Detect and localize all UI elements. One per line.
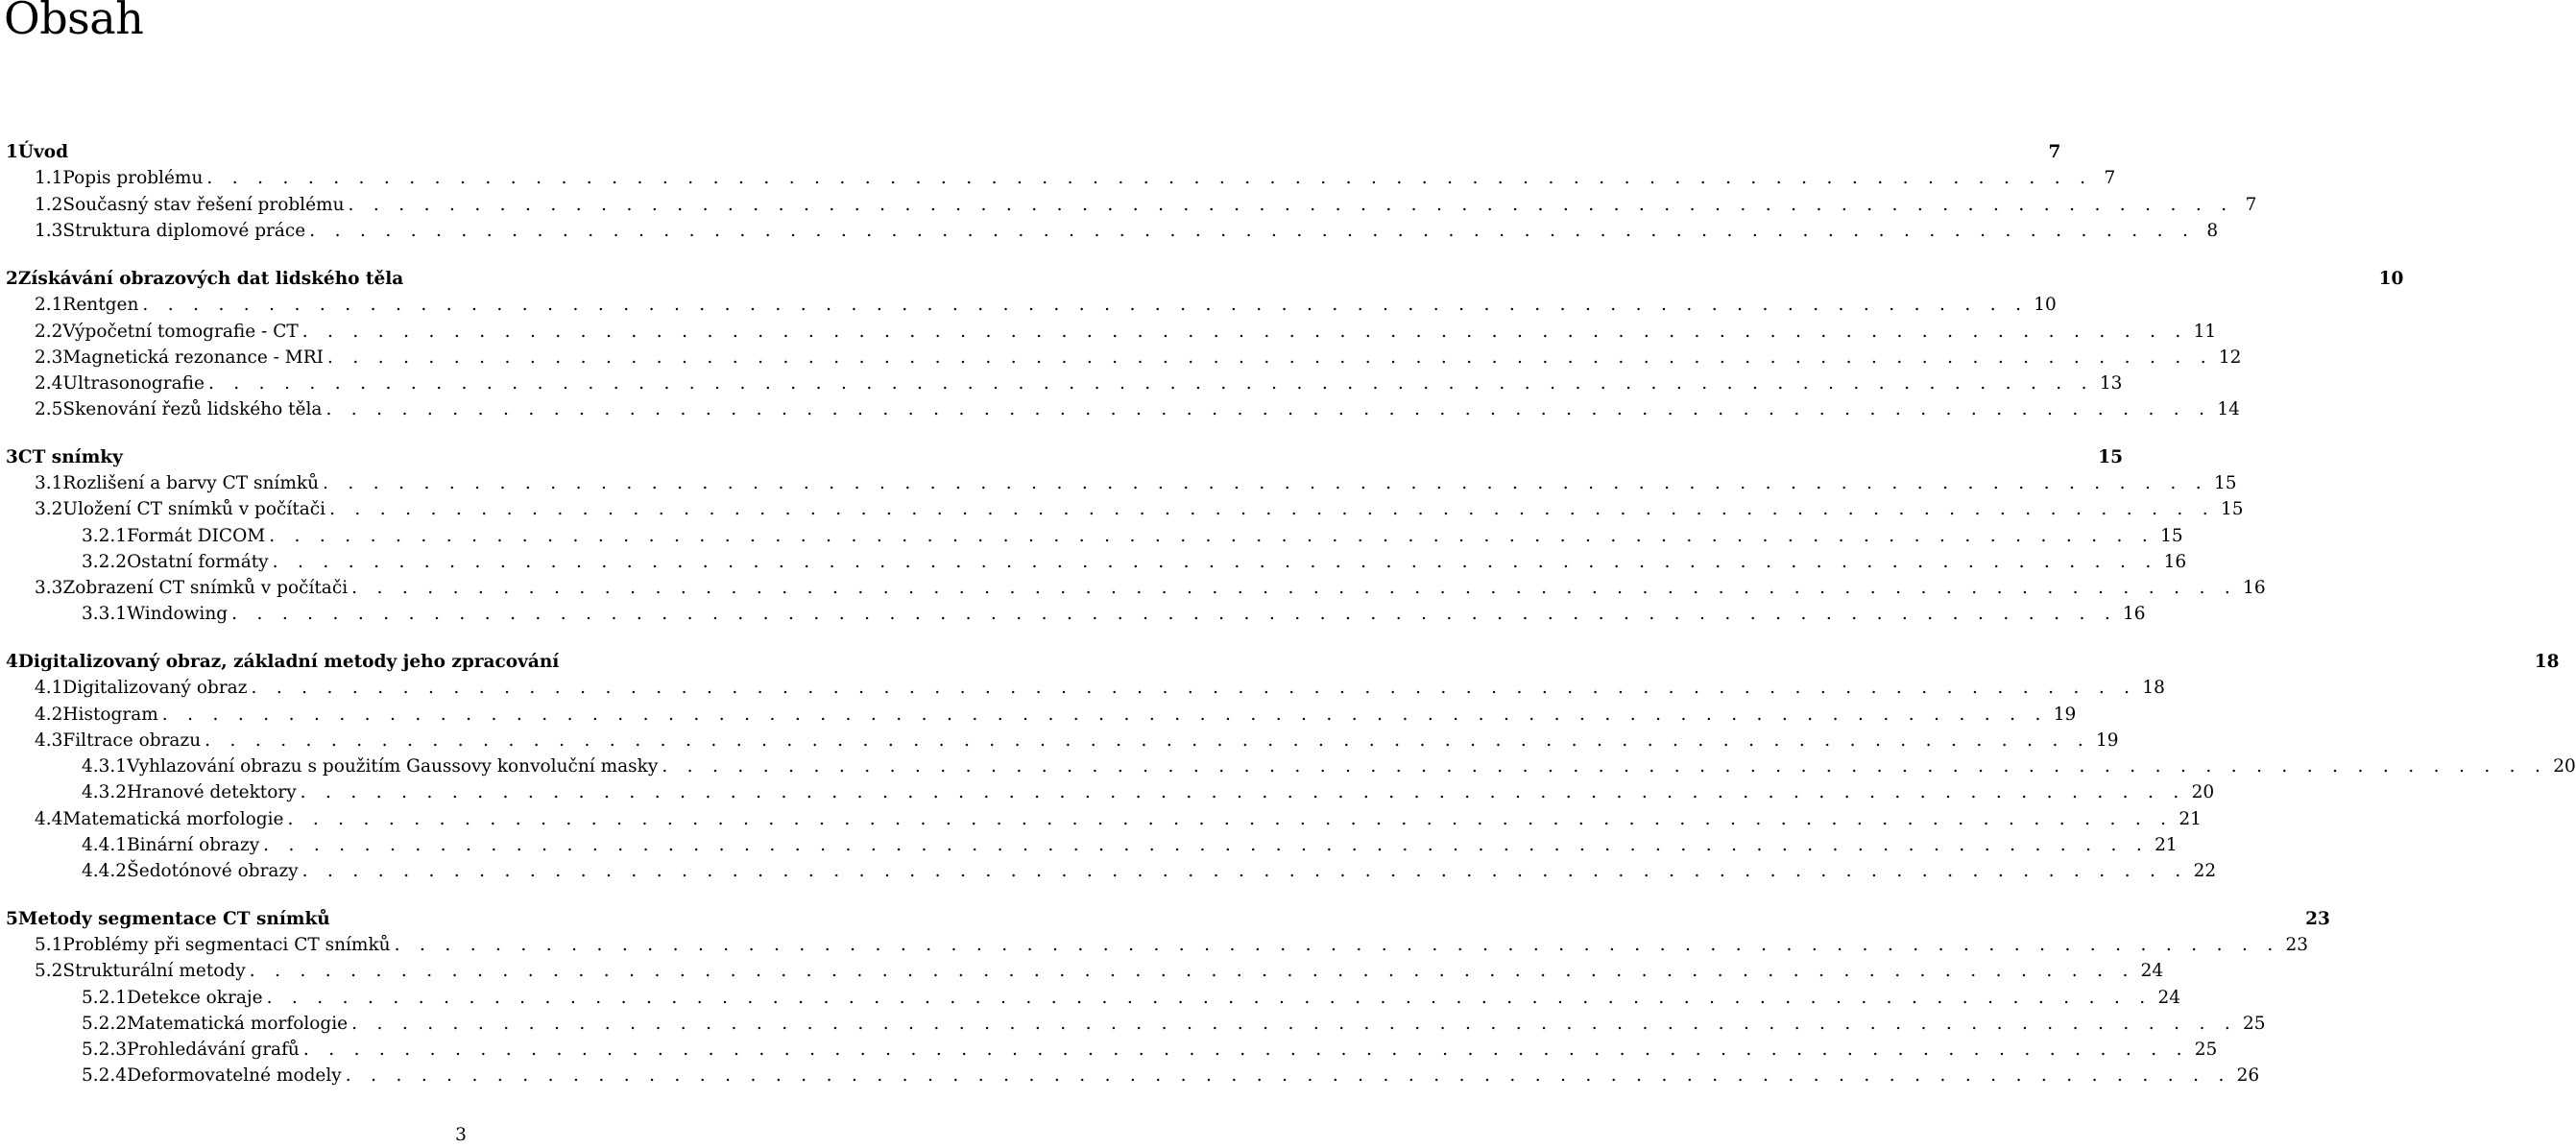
toc-entry-page: 19 [2096, 730, 2119, 751]
toc-entry-page: 16 [2243, 578, 2266, 598]
toc-entry-page: 15 [2213, 473, 2237, 493]
toc-entry-title: Deformovatelné modely [127, 1065, 342, 1086]
toc-entry-number: 3.2.2 [82, 552, 128, 572]
toc-entry-page: 25 [2243, 1014, 2266, 1034]
toc-entry-page: 21 [2155, 835, 2178, 855]
toc-entry-section[interactable] [6, 806, 2202, 832]
toc-entry-chapter[interactable] [6, 139, 2061, 165]
toc-entry-section[interactable] [6, 958, 2164, 984]
toc-dot-leader: . . . . . . . . . . . . . . . . . . . . . . . . . . . . . . . . . . . . . . . . . . . . . . . . . . . . . . . . . . . . . . . . . . . . . . . . . . . [231, 604, 2118, 624]
toc-entry-chapter[interactable] [6, 906, 2330, 932]
toc-entry-page: 21 [2179, 809, 2202, 829]
toc-entry-number: 4.2 [35, 705, 63, 725]
toc-dot-leader: . . . . . . . . . . . . . . . . . . . . . . . . . . . . . . . . . . . . . . . . . . . . . . . . . . . . . . . . . . . . . . . . . . . . . . . . . . . [325, 399, 2212, 419]
toc-entry-subsection[interactable] [6, 779, 2215, 805]
toc-dot-leader: . . . . . . . . . . . . . . . . . . . . . . . . . . . . . . . . . . . . . . . . . . . . . . . . . . . . . . . . . . . . . . . . . . . . . . . . . . . [326, 347, 2213, 368]
toc-entry-title: Magnetická rezonance - MRI [62, 347, 324, 368]
toc-entry-number: 5.2.2 [82, 1014, 128, 1034]
toc-entry-section[interactable] [6, 192, 2257, 218]
toc-entry-number: 5.2 [35, 961, 63, 981]
toc-dot-leader: . . . . . . . . . . . . . . . . . . . . . . . . . . . . . . . . . . . . . . . . . . . . . . . . . . . . . . . . . . . . . . . . . . . . . . . . . . . [207, 373, 2094, 394]
toc-entry-subsection[interactable] [6, 753, 2576, 779]
toc-entry-title: CT snímky [17, 447, 123, 467]
toc-entry-title: Digitalizovaný obraz, základní metody jeho zpracování [17, 652, 560, 672]
toc-dot-leader: . . . . . . . . . . . . . . . . . . . . . . . . . . . . . . . . . . . . . . . . . . . . . . . . . . . . . . . . . . . . . . . . . . . . . . . . . . . [323, 473, 2208, 493]
toc-entry-title: Digitalizovaný obraz [62, 678, 248, 698]
toc-entry-title: Matematická morfologie [62, 809, 284, 829]
toc-entry-subsection[interactable] [6, 1063, 2260, 1088]
toc-entry-title: Skenování řezů lidského těla [62, 399, 323, 419]
toc-entry-title: Výpočetní tomografie - CT [62, 322, 299, 342]
toc-entry-title: Popis problému [62, 168, 204, 188]
page-number: 3 [455, 1125, 467, 1145]
toc-dot-leader: . . . . . . . . . . . . . . . . . . . . . . . . . . . . . . . . . . . . . . . . . . . . . . . . . . . . . . . . . . . . . . . . . . . . . . . . . . . [272, 552, 2158, 572]
toc-entry-number: 4.1 [35, 678, 63, 698]
toc-entry-number: 1.1 [35, 168, 63, 188]
toc-entry-number: 1.2 [35, 195, 63, 215]
toc-entry-title: Problémy při segmentaci CT snímků [62, 935, 391, 955]
toc-entry-number: 5.1 [35, 935, 63, 955]
toc-entry-number: 2 [6, 269, 18, 289]
toc-dot-leader: . . . . . . . . . . . . . . . . . . . . . . . . . . . . . . . . . . . . . . . . . . . . . . . . . . . . . . . . . . . . . . . . . . . . . . . . . . . [205, 730, 2091, 751]
toc-entry-number: 4.3.2 [82, 782, 128, 802]
toc-dot-leader: . . . . . . . . . . . . . . . . . . . . . . . . . . . . . . . . . . . . . . . . . . . . . . . . . . . . . . . . . . . . . . . . . . . . . . . . . . . [300, 782, 2186, 802]
toc-entry-page: 18 [2534, 652, 2560, 672]
toc-entry-number: 4.4.1 [82, 835, 128, 855]
toc-entry-page: 10 [2378, 269, 2404, 289]
toc-entry-chapter[interactable] [6, 649, 2560, 675]
toc-dot-leader: . . . . . . . . . . . . . . . . . . . . . . . . . . . . . . . . . . . . . . . . . . . . . . . . . . . . . . . . . . . . . . . . . . . . . . . . . . . [266, 988, 2153, 1008]
toc-entry-title: Hranové detektory [127, 782, 297, 802]
toc-entry-page: 15 [2098, 447, 2123, 467]
toc-entry-page: 15 [2160, 526, 2183, 546]
toc-entry-page: 15 [2220, 499, 2244, 519]
toc-entry-page: 8 [2206, 221, 2219, 241]
toc-dot-leader: . . . . . . . . . . . . . . . . . . . . . . . . . . . . . . . . . . . . . . . . . . . . . . . . . . . . . . . . . . . . . . . . . . . . . . . . . . . [161, 705, 2048, 725]
toc-entry-subsection[interactable] [6, 832, 2178, 858]
toc-entry-subsection[interactable] [6, 523, 2183, 549]
toc-dot-leader: . . . . . . . . . . . . . . . . . . . . . . . . . . . . . . . . . . . . . . . . . . . . . . . . . . . . . . . . . . . . . . . . . . . . . . . . . . . [263, 835, 2150, 855]
toc-dot-leader: . . . . . . . . . . . . . . . . . . . . . . . . . . . . . . . . . . . . . . . . . . . . . . . . . . . . . . . . . . . . . . . . . . . . . . . . . . . [351, 578, 2238, 598]
toc-entry-section[interactable] [6, 396, 2240, 422]
toc-entry-number: 2.5 [35, 399, 63, 419]
toc-entry-title: Metody segmentace CT snímků [17, 909, 330, 929]
toc-entry-section[interactable] [6, 345, 2242, 371]
toc-entry-subsection[interactable] [6, 601, 2146, 627]
toc-entry-title: Strukturální metody [62, 961, 246, 981]
toc-entry-section[interactable] [6, 496, 2244, 522]
toc-entry-number: 3.1 [35, 473, 63, 493]
toc-entry-title: Zobrazení CT snímků v počítači [62, 578, 349, 598]
toc-entry-title: Filtrace obrazu [62, 730, 202, 751]
toc-entry-title: Uložení CT snímků v počítači [62, 499, 326, 519]
toc-entry-number: 4.3.1 [82, 756, 128, 777]
toc-entry-title: Struktura diplomové práce [62, 221, 306, 241]
toc-entry-section[interactable] [6, 371, 2123, 396]
toc-entry-page: 23 [2285, 935, 2309, 955]
toc-entry-page: 13 [2099, 373, 2123, 394]
toc-entry-section[interactable] [6, 292, 2057, 318]
toc-dot-leader: . . . . . . . . . . . . . . . . . . . . . . . . . . . . . . . . . . . . . . . . . . . . . . . . . . . . . . . . . . . . . . . . . . . . . . . . . . . [345, 1065, 2231, 1086]
toc-entry-section[interactable] [6, 319, 2217, 345]
toc-entry-number: 5 [6, 909, 18, 929]
toc-entry-number: 5.2.1 [82, 988, 128, 1008]
toc-entry-title: Vyhlazování obrazu s použitím Gaussovy konvoluční masky [127, 756, 659, 777]
toc-entry-title: Získávání obrazových dat lidského těla [17, 269, 404, 289]
toc-entry-section[interactable] [6, 470, 2237, 496]
toc-dot-leader: . . . . . . . . . . . . . . . . . . . . . . . . . . . . . . . . . . . . . . . . . . . . . . . . . . . . . . . . . . . . . . . . . . . . . . . . . . . [309, 221, 2196, 241]
toc-dot-leader: . . . . . . . . . . . . . . . . . . . . . . . . . . . . . . . . . . . . . . . . . . . . . . . . . . . . . . . . . . . . . . . . . . . . . . . . . . . [251, 678, 2137, 698]
toc-entry-page: 7 [2104, 168, 2116, 188]
toc-entry-page: 10 [2034, 295, 2057, 315]
toc-entry-number: 2.4 [35, 373, 63, 394]
toc-entry-number: 3.3 [35, 578, 63, 598]
toc-entry-number: 5.2.3 [82, 1040, 128, 1060]
toc-entry-page: 25 [2194, 1040, 2218, 1060]
toc-dot-leader: . . . . . . . . . . . . . . . . . . . . . . . . . . . . . . . . . . . . . . . . . . . . . . . . . . . . . . . . . . . . . . . . . . . . . . . . . . . [301, 861, 2188, 881]
toc-entry-page: 16 [2123, 604, 2146, 624]
toc-entry-page: 7 [2048, 142, 2061, 162]
toc-entry-number: 3.3.1 [82, 604, 128, 624]
toc-entry-section[interactable] [6, 575, 2266, 601]
toc-entry-page: 26 [2236, 1065, 2260, 1086]
toc-entry-number: 3 [6, 447, 18, 467]
toc-entry-page: 7 [2245, 195, 2257, 215]
toc-entry-subsection[interactable] [6, 858, 2217, 884]
toc-dot-leader: . . . . . . . . . . . . . . . . . . . . . . . . . . . . . . . . . . . . . . . . . . . . . . . . . . . . . . . . . . . . . . . . . . . . . . . . . . . [301, 322, 2188, 342]
toc-entry-page: 14 [2217, 399, 2240, 419]
toc-entry-page: 19 [2053, 705, 2077, 725]
toc-entry-subsection[interactable] [6, 985, 2181, 1011]
toc-entry-title: Binární obrazy [127, 835, 260, 855]
toc-dot-leader: . . . . . . . . . . . . . . . . . . . . . . . . . . . . . . . . . . . . . . . . . . . . . . . . . . . . . . . . . . . . . . . . . . . . . . . . . . . [269, 526, 2155, 546]
toc-entry-section[interactable] [6, 702, 2077, 728]
toc-entry-section[interactable] [6, 165, 2116, 191]
toc-dot-leader: . . . . . . . . . . . . . . . . . . . . . . . . . . . . . . . . . . . . . . . . . . . . . . . . . . . . . . . . . . . . . . . . . . . . . . . . . . . [302, 1040, 2189, 1060]
toc-entry-number: 3.2.1 [82, 526, 128, 546]
toc-dot-leader: . . . . . . . . . . . . . . . . . . . . . . . . . . . . . . . . . . . . . . . . . . . . . . . . . . . . . . . . . . . . . . . . . . . . . . . . . . . [249, 961, 2135, 981]
toc-entry-page: 12 [2218, 347, 2242, 368]
toc-entry-title: Ultrasonografie [62, 373, 205, 394]
toc-entry-number: 4 [6, 652, 18, 672]
toc-entry-title: Prohledávání grafů [127, 1040, 300, 1060]
toc-entry-number: 3.2 [35, 499, 63, 519]
toc-entry-number: 5.2.4 [82, 1065, 128, 1086]
toc-dot-leader: . . . . . . . . . . . . . . . . . . . . . . . . . . . . . . . . . . . . . . . . . . . . . . . . . . . . . . . . . . . . . . . . . . . . . . . . . . . [287, 809, 2174, 829]
toc-entry-title: Šedotónové obrazy [127, 861, 299, 881]
toc-entry-page: 16 [2163, 552, 2187, 572]
toc-entry-page: 11 [2193, 322, 2217, 342]
toc-dot-leader: . . . . . . . . . . . . . . . . . . . . . . . . . . . . . . . . . . . . . . . . . . . . . . . . . . . . . . . . . . . . . . . . . . . . . . . . . . . [394, 935, 2280, 955]
toc-entry-title: Histogram [62, 705, 158, 725]
toc-entry-section[interactable] [6, 675, 2165, 701]
toc-entry-number: 2.2 [35, 322, 63, 342]
toc-entry-number: 4.3 [35, 730, 63, 751]
toc-entry-subsection[interactable] [6, 1011, 2266, 1037]
toc-entry-section[interactable] [6, 932, 2309, 958]
page-title: Obsah [4, 0, 144, 44]
toc-entry-subsection[interactable] [6, 549, 2187, 575]
toc-dot-leader: . . . . . . . . . . . . . . . . . . . . . . . . . . . . . . . . . . . . . . . . . . . . . . . . . . . . . . . . . . . . . . . . . . . . . . . . . . . [662, 756, 2548, 777]
toc-entry-page: 24 [2140, 961, 2164, 981]
toc-entry-number: 1 [6, 142, 18, 162]
toc-entry-page: 24 [2157, 988, 2181, 1008]
toc-entry-number: 2.1 [35, 295, 63, 315]
toc-dot-leader: . . . . . . . . . . . . . . . . . . . . . . . . . . . . . . . . . . . . . . . . . . . . . . . . . . . . . . . . . . . . . . . . . . . . . . . . . . . [206, 168, 2093, 188]
toc-entry-number: 4.4.2 [82, 861, 128, 881]
toc-entry-section[interactable] [6, 218, 2219, 244]
toc-entry-title: Windowing [127, 604, 229, 624]
toc-entry-title: Rozlišení a barvy CT snímků [62, 473, 320, 493]
toc-entry-page: 22 [2193, 861, 2217, 881]
toc-dot-leader: . . . . . . . . . . . . . . . . . . . . . . . . . . . . . . . . . . . . . . . . . . . . . . . . . . . . . . . . . . . . . . . . . . . . . . . . . . . [348, 195, 2234, 215]
toc-entry-title: Ostatní formáty [127, 552, 269, 572]
toc-entry-page: 23 [2305, 909, 2330, 929]
toc-entry-title: Úvod [17, 142, 69, 162]
toc-entry-title: Rentgen [62, 295, 139, 315]
toc-entry-title: Matematická morfologie [127, 1014, 349, 1034]
toc-entry-page: 20 [2553, 756, 2576, 777]
toc-entry-title: Detekce okraje [127, 988, 263, 1008]
toc-entry-number: 4.4 [35, 809, 63, 829]
toc-entry-title: Současný stav řešení problému [62, 195, 345, 215]
toc-entry-chapter[interactable] [6, 266, 2404, 292]
toc-dot-leader: . . . . . . . . . . . . . . . . . . . . . . . . . . . . . . . . . . . . . . . . . . . . . . . . . . . . . . . . . . . . . . . . . . . . . . . . . . . [329, 499, 2215, 519]
toc-entry-title: Formát DICOM [127, 526, 266, 546]
toc-entry-section[interactable] [6, 728, 2119, 753]
toc-entry-subsection[interactable] [6, 1037, 2218, 1063]
toc-entry-number: 2.3 [35, 347, 63, 368]
toc-entry-page: 18 [2142, 678, 2165, 698]
toc-dot-leader: . . . . . . . . . . . . . . . . . . . . . . . . . . . . . . . . . . . . . . . . . . . . . . . . . . . . . . . . . . . . . . . . . . . . . . . . . . . [351, 1014, 2238, 1034]
toc-entry-page: 20 [2191, 782, 2215, 802]
toc-entry-number: 1.3 [35, 221, 63, 241]
toc-dot-leader: . . . . . . . . . . . . . . . . . . . . . . . . . . . . . . . . . . . . . . . . . . . . . . . . . . . . . . . . . . . . . . . . . . . . . . . . . . . [142, 295, 2029, 315]
toc-entry-chapter[interactable] [6, 444, 2123, 470]
